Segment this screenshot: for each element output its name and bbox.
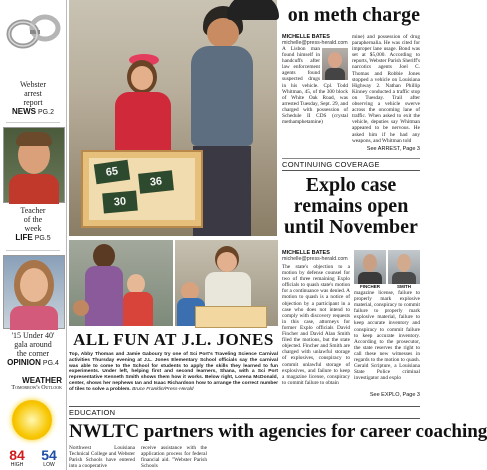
smith-caption: SMITH — [397, 284, 411, 289]
weather-box[interactable] — [0, 376, 66, 470]
meth-email: michelle@press-herald.com — [282, 40, 348, 46]
meth-byline: MICHELLE BATES — [282, 34, 330, 40]
meth-story[interactable] — [282, 0, 420, 156]
teaser-section: NEWS — [12, 107, 37, 116]
weather-subtitle: Tomorrow's Outlook — [11, 385, 62, 391]
tile-box: 36 — [138, 170, 174, 193]
explo-body-col1: The state's objection to a motion by defense counsel for two of three remaining Explo officials to quash state's motion for a continuance was denied. A motion to quash is a notice of objection by a participant in a case who does not intend to comply with discovery requests in this case, attorneys for former Explo officials David Fincher and David Alan Smith filed the motions, but the state objected. Fincher and Smith are charged with unlawful storage of explosives, conspiracy to commit unlawful storage of explosives, and failure to keep a magazine license, conspiracy to commit failure to obtain — [282, 264, 350, 386]
explo-headline-line: remains open — [293, 195, 409, 217]
teaser-line: of the — [23, 215, 43, 224]
photo-caption-block — [69, 352, 278, 393]
sidebar-teacher-teaser[interactable] — [0, 206, 66, 243]
carnival-photo-top[interactable] — [69, 0, 277, 236]
explo-story[interactable] — [282, 160, 420, 400]
meth-headline: on meth charge — [287, 4, 420, 26]
teaser-page: PG.4 — [42, 360, 59, 367]
explo-headline — [282, 175, 420, 238]
photo-caption: Top, Abby Thomas and Jamie Gaboury try one of Sci Port's Traveling Science Carnival activities Thursday evening at J.L. Jones Elementary School officials say the carnival was able to come to the School for students to apply the skills they learned to fun experiments. Under left, helping first and second learners, Shana, with a Sci Port representative Kenneth Smith shows them how it works. Below right, Lorena McDonald, center, shows her nephews Ian and Isaac Richardson how to arrange the correct number of tiles to solve a problem. — [69, 352, 278, 392]
teaser-page: PG.2 — [38, 109, 54, 116]
explo-see-link[interactable]: See EXPLO, Page 3 — [369, 392, 420, 398]
photo-headline: ALL FUN AT J.L. JONES — [73, 330, 274, 349]
photo-credit: Bruce Franklin/Press-Herald — [132, 386, 194, 392]
carnival-photo-right[interactable] — [175, 240, 278, 326]
explo-kicker: CONTINUING COVERAGE — [282, 160, 380, 169]
tile-tray — [81, 150, 203, 228]
fincher-caption: FINCHER — [360, 284, 380, 289]
explo-body-col2: magazine license, failure to properly mark explosive material, conspiracy to commit failure to properly mark explosive material, failure to keep accurate inventory and conspiracy to commit failure to keep accurate inventory. According to the prosecutor, the state reserves the right to call these new witnesses in regards to the motion to quash. Gerald Scripture, a Louisiana State Police criminal investigator and explo — [354, 290, 420, 382]
teaser-line: the corner — [16, 349, 50, 358]
teaser-section: LIFE — [15, 233, 33, 242]
nwltc-body-col2: receive assistance with the application process for federal financial aid. "Webster Parish Schools — [141, 445, 207, 470]
fincher-mugshot — [354, 250, 386, 284]
high-label: HIGH — [10, 462, 24, 468]
tile-box: 30 — [102, 191, 138, 214]
sidebar-gala-teaser[interactable] — [0, 331, 66, 368]
teaser-line: week — [24, 224, 42, 233]
weather-title: WEATHER — [22, 376, 62, 385]
gala-photo[interactable] — [3, 255, 65, 329]
main-content — [68, 0, 487, 470]
teaser-page: PG.5 — [34, 235, 51, 242]
meth-body-col2: mine) and possession of drug paraphernalia. He was cited for improper lane usage. Bond was set at $5,000. According to reports, Webster Parish Sheriff's narcotics agents Joel C. Thomas and Robbie Jones stopped a vehicle on Louisiana Highway 2. Nathan Phillip Kinney conducted a traffic stop on Tuesday. Trail after observing a vehicle swerve across the oncoming lane of traffic. When asked to exit the vehicle, deputies say Whitman appeared to be nervous. He asked him if he had any weapons, and Whitman told — [352, 34, 421, 144]
explo-byline: MICHELLE BATES — [282, 250, 330, 256]
teaser-line: arrest — [24, 89, 42, 98]
explo-email: michelle@press-herald.com — [282, 256, 348, 262]
teacher-photo[interactable] — [3, 127, 65, 203]
teaser-line: Webster — [19, 80, 46, 89]
explo-headline-line: until November — [284, 216, 418, 238]
meth-see-link[interactable]: See ARREST, Page 3 — [366, 146, 420, 152]
teaser-line: Teacher — [20, 206, 46, 215]
nwltc-story[interactable] — [69, 408, 487, 470]
low-temp: 54 — [41, 447, 57, 463]
sun-icon — [12, 400, 52, 440]
nwltc-body-col1: Northwest Louisiana Technical College and Webster Parish Schools have entered into a cooperative — [69, 445, 135, 470]
handcuffs-photo[interactable] — [3, 4, 63, 72]
whitman-mugshot — [322, 48, 348, 80]
smith-mugshot — [388, 250, 420, 284]
sidebar-arrest-teaser[interactable] — [0, 80, 66, 117]
teaser-line: '15 Under 40' — [11, 331, 55, 340]
nwltc-headline: NWLTC partners with agencies for career coaching — [69, 421, 487, 442]
nwltc-kicker: EDUCATION — [69, 408, 116, 417]
teaser-line: report — [23, 98, 43, 107]
tile-box: 65 — [94, 160, 130, 185]
handcuffs-icon — [3, 4, 63, 72]
high-temp: 84 — [9, 447, 25, 463]
explo-headline-line: Explo case — [305, 174, 397, 196]
low-label: LOW — [43, 462, 55, 468]
teaser-line: gala around — [14, 340, 52, 349]
teaser-section: OPINION — [7, 358, 41, 367]
carnival-photo-left[interactable] — [69, 240, 173, 326]
sidebar — [0, 0, 67, 470]
meth-body-col1: A Lisbon man found himself in handcuffs after law enforcement agents found suspected drugs in his vehicle. Cpl. Todd Whitman, 45, of the 300 block of White Oak Road, was arrested Tuesday, Sept. 29, and charged with possession of Schedule II CDS (crystal methamphetamine) — [282, 46, 348, 126]
